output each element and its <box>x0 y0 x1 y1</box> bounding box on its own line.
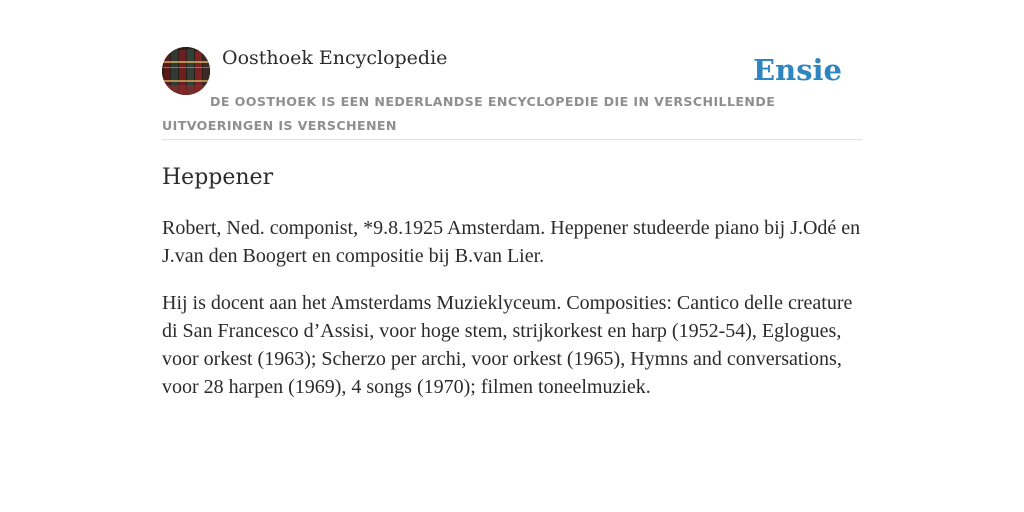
site-title[interactable]: Oosthoek Encyclopedie <box>222 47 448 69</box>
encyclopedia-avatar[interactable] <box>162 47 210 95</box>
article-paragraph: Hij is docent aan het Amsterdams Muzieklyceum. Composities: Cantico delle creature di San Francesco d’Assisi, voor hoge stem, strijkorkest en harp (1952-54), Eglogues, voor orkest (1963); Scherzo per archi, voor orkest (1965), Hymns and conversations, voor 28 harpen (1969), 4 songs (1970); filmen toneelmuziek. <box>162 292 853 398</box>
article-title: Heppener <box>162 165 274 190</box>
site-header <box>162 46 862 140</box>
brand-logo[interactable]: Ensie <box>753 53 842 87</box>
site-tagline: DE OOSTHOEK IS EEN NEDERLANDSE ENCYCLOPEDIE DIE IN VERSCHILLENDE UITVOERINGEN IS VERSCHENEN <box>162 94 776 133</box>
article <box>162 160 866 420</box>
book-spines-image <box>162 47 210 95</box>
article-paragraph: Robert, Ned. componist, *9.8.1925 Amsterdam. Heppener studeerde piano bij J.Odé en J.van den Boogert en compositie bij B.van Lier. <box>162 217 861 267</box>
